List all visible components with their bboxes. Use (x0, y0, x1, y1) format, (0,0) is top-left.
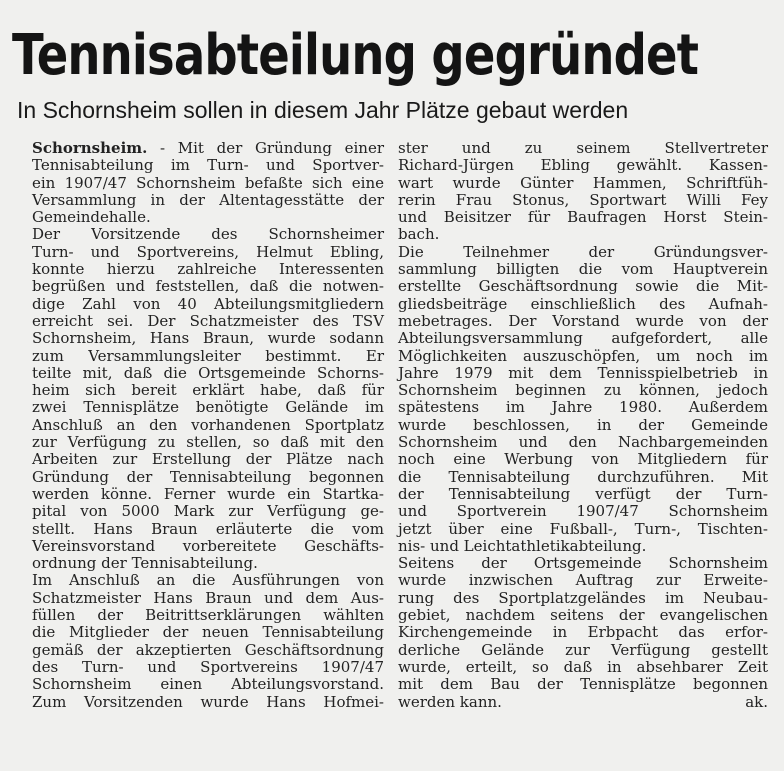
article-line-text: stellt. Hans Braun erläuterte die vom (32, 519, 384, 538)
article-line-text: zum Versammlungsleiter bestimmt. Er (32, 346, 384, 365)
article-line (398, 399, 768, 416)
article-line-text: werden könne. Ferner wurde ein Startka- (32, 484, 384, 503)
article-line (398, 469, 768, 486)
article-line-text: Gründung der Tennisabteilung begonnen (32, 467, 384, 486)
article-line-text: Schornsheim beginnen zu können, jedoch (398, 381, 768, 400)
article-line (32, 469, 384, 486)
article-line-text: und Beisitzer für Baufragen Horst Stein- (398, 208, 768, 227)
article-line-text: wurde inzwischen Auftrag zur Erweite- (398, 571, 768, 590)
article-line (32, 624, 384, 641)
article-line-text: Schatzmeister Hans Braun und dem Aus- (32, 588, 384, 607)
article-line (398, 382, 768, 399)
article-line-text: die Tennisabteilung durchzuführen. Mit (398, 467, 768, 486)
article-line-text: Jahre 1979 mit dem Tennisspielbetrieb in (398, 363, 768, 382)
article-line-text: ordnung der Tennisabteilung. (32, 554, 258, 573)
article-line (398, 209, 768, 226)
article-line-text: wurde beschlossen, in der Gemeinde (398, 415, 768, 434)
article-line-text: des Turn- und Sportvereins 1907/47 (32, 657, 384, 676)
article-line-text: Zum Vorsitzenden wurde Hans Hofmei- (32, 692, 384, 711)
article-line (398, 417, 768, 434)
article-line (32, 555, 384, 572)
article-line-text: spätestens im Jahre 1980. Außerdem (398, 398, 768, 417)
article-line (32, 434, 384, 451)
article-line-text: Gemeindehalle. (32, 208, 151, 227)
article-line-text: nis- und Leichtathletikabteilung. (398, 536, 647, 555)
article-line (398, 175, 768, 192)
article-line (398, 140, 768, 157)
article-line (398, 676, 768, 693)
article-line-text: pital von 5000 Mark zur Verfügung ge- (32, 502, 384, 521)
article-line (32, 417, 384, 434)
article-line (32, 209, 384, 226)
article-line (398, 659, 768, 676)
article-line (32, 676, 384, 693)
article-line (32, 538, 384, 555)
article-line (32, 330, 384, 347)
article-line-text: die Mitglieder der neuen Tennisabteilung (32, 623, 384, 642)
article-line-text: Schornsheim, Hans Braun, wurde sodann (32, 329, 384, 348)
article-line (32, 175, 384, 192)
article-line (32, 348, 384, 365)
article-line (398, 538, 768, 555)
article-line (398, 261, 768, 278)
article-line (32, 244, 384, 261)
article-line (32, 382, 384, 399)
article-line (32, 157, 384, 174)
article-line-text: Turn- und Sportvereins, Helmut Ebling, (32, 242, 384, 261)
article-line (398, 348, 768, 365)
article-line-text: sammlung billigten die vom Hauptverein (398, 260, 768, 279)
article-line-text: Im Anschluß an die Ausführungen von (32, 571, 384, 590)
article-line-text: Arbeiten zur Erstellung der Plätze nach (32, 450, 384, 469)
article-line (398, 330, 768, 347)
article-line-text: mit dem Bau der Tennisplätze begonnen (398, 675, 768, 694)
article-line-text: teilte mit, daß die Ortsgemeinde Schorns- (32, 363, 384, 382)
article-line-text: heim sich bereit erklärt habe, daß für (32, 381, 384, 400)
article-line-text: zur Verfügung zu stellen, so daß mit den (32, 433, 384, 452)
article-line (398, 278, 768, 295)
article-line-text: der Tennisabteilung verfügt der Turn- (398, 484, 768, 503)
article-line (32, 521, 384, 538)
article-line (398, 434, 768, 451)
article-line (32, 313, 384, 330)
article-line-text: dige Zahl von 40 Abteilungsmitgliedern (32, 294, 384, 313)
article-line-text: zwei Tennisplätze benötigte Gelände im (32, 398, 384, 417)
article-line (398, 313, 768, 330)
article-line-text: füllen der Beitrittserklärungen wählten (32, 606, 384, 625)
article-line (32, 451, 384, 468)
article-line-text: - Mit der Gründung einer (147, 139, 384, 157)
article-line-text: wurde, erteilt, so daß in absehbarer Zeit (398, 657, 768, 676)
article-line (32, 140, 384, 157)
left-column (32, 140, 384, 711)
article-line-text: erreicht sei. Der Schatzmeister des TSV (32, 311, 384, 330)
article-line-text: gliedsbeiträge einschließlich des Aufnah- (398, 294, 768, 313)
article-line-text: Seitens der Ortsgemeinde Schornsheim (398, 554, 768, 573)
article-line-text: Abteilungsversammlung aufgefordert, alle (398, 329, 768, 348)
article-line-text: gebiet, nachdem seitens der evangelischen (398, 606, 768, 625)
article-line-text: rung des Sportplatzgeländes im Neubau- (398, 588, 768, 607)
article-line-text: jetzt über eine Fußball-, Turn-, Tischten- (398, 519, 768, 538)
article-line (32, 226, 384, 243)
headline: Tennisabteilung gegründet (12, 23, 699, 88)
article-line-text: Tennisabteilung im Turn- und Sportver- (32, 156, 384, 175)
article-line-text: derliche Gelände zur Verfügung gestellt (398, 640, 768, 659)
article-line-text: bach. (398, 225, 440, 244)
article-line (32, 486, 384, 503)
article-line (398, 365, 768, 382)
article-line (398, 694, 768, 711)
article-line (32, 642, 384, 659)
article-line (398, 590, 768, 607)
article-line (398, 521, 768, 538)
article-line (398, 451, 768, 468)
article-line-text: Der Vorsitzende des Schornsheimer (32, 225, 384, 244)
article-line-text: begrüßen und feststellen, daß die notwen- (32, 277, 384, 296)
article-line (398, 226, 768, 243)
article-line-text: Vereinsvorstand vorbereitete Geschäfts- (32, 536, 384, 555)
article-line (398, 486, 768, 503)
article-line (32, 278, 384, 295)
article-line (398, 607, 768, 624)
article-line (32, 607, 384, 624)
article-line (32, 296, 384, 313)
article-line (398, 503, 768, 520)
article-line (32, 694, 384, 711)
article-line-text: gemäß der akzeptierten Geschäftsordnung (32, 640, 384, 659)
article-line (32, 399, 384, 416)
article-line (398, 555, 768, 572)
article-line (32, 503, 384, 520)
article-line-text: ein 1907/47 Schornsheim befaßte sich eine (32, 173, 384, 192)
article-line-text: noch eine Werbung von Mitgliedern für (398, 450, 768, 469)
article-line-text: Möglichkeiten auszuschöpfen, um noch im (398, 346, 768, 365)
article-line-text: Schornsheim einen Abteilungsvorstand. (32, 675, 384, 694)
article-line-text: rerin Frau Stonus, Sportwart Willi Fey (398, 190, 768, 209)
article-line (32, 261, 384, 278)
article-line-text: erstellte Geschäftsordnung sowie die Mit- (398, 277, 768, 296)
article-line (32, 365, 384, 382)
article-line-text: werden kann. (398, 692, 502, 711)
article-line (398, 192, 768, 209)
right-column (398, 140, 768, 711)
dateline: Schornsheim. (32, 139, 148, 157)
article-line-text: wart wurde Günter Hammen, Schriftfüh- (398, 173, 768, 192)
author-signature: ak. (745, 692, 768, 711)
article-line (398, 642, 768, 659)
article-line-text: Anschluß an den vorhandenen Sportplatz (32, 415, 384, 434)
article-line-text: Kirchengemeinde in Erbpacht das erfor- (398, 623, 768, 642)
article-line (398, 244, 768, 261)
article-line-text: und Sportverein 1907/47 Schornsheim (398, 502, 768, 521)
article-line-text: konnte hierzu zahlreiche Interessenten (32, 260, 384, 279)
article-line (32, 659, 384, 676)
article-line-text: mebetrages. Der Vorstand wurde von der (398, 311, 768, 330)
article-line (32, 192, 384, 209)
article-line-text: Versammlung in der Altentagesstätte der (32, 190, 384, 209)
article-line-text: Schornsheim und den Nachbargemeinden (398, 433, 768, 452)
article-line (32, 572, 384, 589)
subheadline: In Schornsheim sollen in diesem Jahr Plätze gebaut werden (17, 97, 629, 123)
article-line (398, 624, 768, 641)
article-line-text: Die Teilnehmer der Gründungsver- (398, 242, 768, 261)
article-line (398, 572, 768, 589)
article-line-text: ster und zu seinem Stellvertreter (398, 139, 768, 157)
article-line-text: Richard-Jürgen Ebling gewählt. Kassen- (398, 156, 768, 175)
article-line (32, 590, 384, 607)
article-line (398, 157, 768, 174)
article-line (398, 296, 768, 313)
